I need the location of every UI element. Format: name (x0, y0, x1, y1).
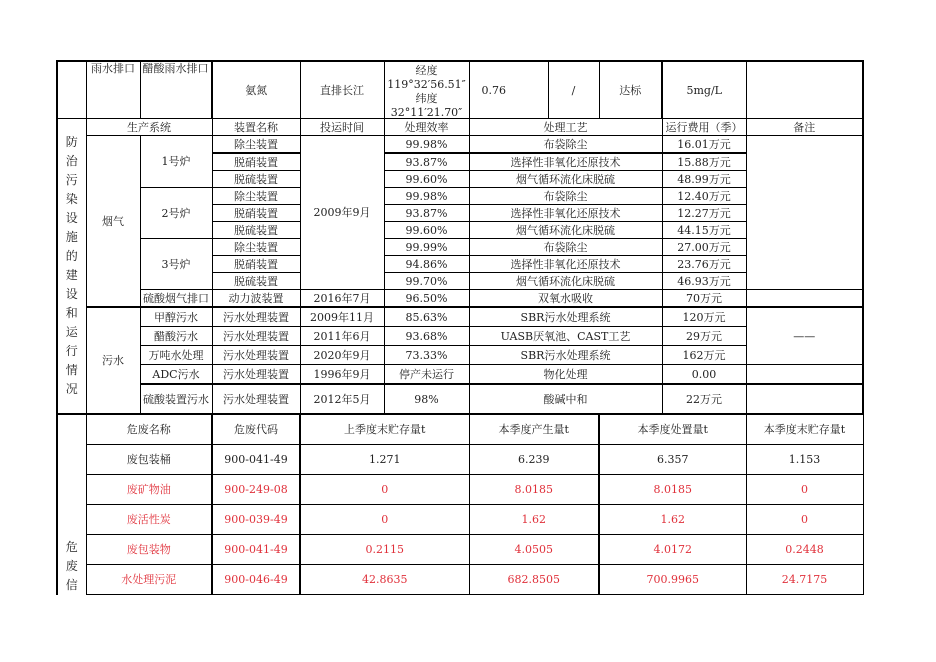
source-name: 醋酸污水 (140, 327, 212, 346)
efficiency: 99.99% (384, 239, 469, 256)
disposed: 8.0185 (599, 475, 746, 505)
cost: 162万元 (662, 346, 746, 365)
hazardous-section-label: 危废信 (57, 414, 86, 595)
efficiency: 停产未运行 (384, 365, 469, 385)
efficiency: 96.50% (384, 290, 469, 308)
device-name: 污水处理装置 (212, 365, 300, 385)
process: 布袋除尘 (469, 239, 662, 256)
cost: 27.00万元 (662, 239, 746, 256)
cost: 12.40万元 (662, 188, 746, 205)
header-process: 处理工艺 (469, 119, 662, 136)
efficiency: 93.68% (384, 327, 469, 346)
boiler-name: 3号炉 (140, 239, 212, 290)
device-name: 脱硫装置 (212, 171, 300, 188)
discharge-destination: 直排长江 (300, 61, 384, 119)
header-waste-name: 危废名称 (86, 414, 212, 445)
header-date: 投运时间 (300, 119, 384, 136)
disposed: 6.357 (599, 445, 746, 475)
device-name: 动力波装置 (212, 290, 300, 308)
cost: 16.01万元 (662, 136, 746, 154)
outlet-coordinates: 经度119°32′56.51″纬度32°11′21.70″ (387, 64, 466, 119)
efficiency: 94.86% (384, 256, 469, 273)
cost: 70万元 (662, 290, 746, 308)
waste-code: 900-039-49 (212, 505, 300, 535)
slash-cell: / (548, 61, 599, 119)
cost: 44.15万元 (662, 222, 746, 239)
end-storage: 0 (746, 505, 863, 535)
disposed: 700.9965 (599, 565, 746, 595)
remark-cell (746, 384, 863, 414)
efficiency: 99.98% (384, 188, 469, 205)
waste-name: 废包装物 (86, 535, 212, 565)
efficiency: 99.98% (384, 136, 469, 154)
process: 选择性非氧化还原技术 (469, 256, 662, 273)
cost: 46.93万元 (662, 273, 746, 290)
waste-name: 水处理污泥 (86, 565, 212, 595)
compliance-status: 达标 (599, 61, 662, 119)
end-storage: 1.153 (746, 445, 863, 475)
prev-storage: 0.2115 (300, 535, 469, 565)
waste-row (57, 475, 863, 505)
end-storage: 0 (746, 475, 863, 505)
process: 烟气循环流化床脱硫 (469, 273, 662, 290)
outlet-row (57, 61, 863, 119)
outlet-type: 雨水排口 (86, 61, 140, 119)
efficiency: 73.33% (384, 346, 469, 365)
device-name: 脱硫装置 (212, 222, 300, 239)
header-generated: 本季度产生量t (469, 414, 599, 445)
device-name: 脱硝装置 (212, 205, 300, 222)
source-name: 硫酸装置污水 (140, 384, 212, 414)
process: 选择性非氧化还原技术 (469, 205, 662, 222)
process: 烟气循环流化床脱硫 (469, 171, 662, 188)
remark-cell (746, 290, 863, 308)
process: 烟气循环流化床脱硫 (469, 222, 662, 239)
waste-row (57, 445, 863, 475)
start-date: 1996年9月 (300, 365, 384, 385)
cost: 22万元 (662, 384, 746, 414)
remark-cell (746, 136, 863, 290)
source-name: 甲醇污水 (140, 307, 212, 327)
pollutant: 氨氮 (212, 61, 300, 119)
blank-cell (746, 61, 863, 119)
process: 布袋除尘 (469, 188, 662, 205)
end-storage: 24.7175 (746, 565, 863, 595)
process: UASB厌氧池、CAST工艺 (469, 327, 662, 346)
efficiency: 93.87% (384, 153, 469, 171)
generated: 8.0185 (469, 475, 599, 505)
header-end-storage: 本季度末贮存量t (746, 414, 863, 445)
efficiency: 99.70% (384, 273, 469, 290)
process: 选择性非氧化还原技术 (469, 153, 662, 171)
prev-storage: 1.271 (300, 445, 469, 475)
generated: 4.0505 (469, 535, 599, 565)
process: SBR污水处理系统 (469, 307, 662, 327)
prev-storage: 42.8635 (300, 565, 469, 595)
source-name: 万吨水处理 (140, 346, 212, 365)
outlet-name: 醋酸雨水排口 (140, 61, 212, 119)
device-name: 污水处理装置 (212, 307, 300, 327)
waste-name: 废活性炭 (86, 505, 212, 535)
device-name: 脱硫装置 (212, 273, 300, 290)
outlet-name: 硫酸烟气排口 (140, 290, 212, 308)
disposed: 4.0172 (599, 535, 746, 565)
source-name: ADC污水 (140, 365, 212, 385)
boiler-name: 1号炉 (140, 136, 212, 188)
start-date: 2016年7月 (300, 290, 384, 308)
device-name: 污水处理装置 (212, 346, 300, 365)
efficiency: 85.63% (384, 307, 469, 327)
generated: 1.62 (469, 505, 599, 535)
environment-report-table (56, 60, 864, 595)
start-date: 2011年6月 (300, 327, 384, 346)
start-date: 2020年9月 (300, 346, 384, 365)
start-date: 2009年11月 (300, 307, 384, 327)
cost: 120万元 (662, 307, 746, 327)
blank-cell (57, 61, 86, 119)
wastewater-remark: —— (746, 307, 863, 365)
limit-value: 5mg/L (662, 61, 746, 119)
efficiency: 99.60% (384, 171, 469, 188)
prev-storage: 0 (300, 505, 469, 535)
waste-row (57, 565, 863, 595)
process: 双氧水吸收 (469, 290, 662, 308)
device-name: 除尘装置 (212, 239, 300, 256)
device-name: 污水处理装置 (212, 384, 300, 414)
cost: 48.99万元 (662, 171, 746, 188)
device-name: 除尘装置 (212, 188, 300, 205)
header-disposed: 本季度处置量t (599, 414, 746, 445)
boiler-name: 2号炉 (140, 188, 212, 239)
header-remark: 备注 (746, 119, 863, 136)
device-name: 除尘装置 (212, 136, 300, 154)
generated: 6.239 (469, 445, 599, 475)
efficiency: 98% (384, 384, 469, 414)
flue-gas-label: 烟气 (86, 136, 140, 308)
waste-code: 900-249-08 (212, 475, 300, 505)
measured-value: 0.76 (469, 61, 548, 119)
disposed: 1.62 (599, 505, 746, 535)
waste-code: 900-041-49 (212, 445, 300, 475)
cost: 23.76万元 (662, 256, 746, 273)
generated: 682.8505 (469, 565, 599, 595)
efficiency: 99.60% (384, 222, 469, 239)
waste-row (57, 535, 863, 565)
process: 酸碱中和 (469, 384, 662, 414)
device-name: 污水处理装置 (212, 327, 300, 346)
header-waste-code: 危废代码 (212, 414, 300, 445)
end-storage: 0.2448 (746, 535, 863, 565)
cost: 12.27万元 (662, 205, 746, 222)
start-date: 2012年5月 (300, 384, 384, 414)
header-prev-storage: 上季度末贮存量t (300, 414, 469, 445)
waste-code: 900-041-49 (212, 535, 300, 565)
wastewater-label: 污水 (86, 307, 140, 414)
waste-row (57, 505, 863, 535)
waste-name: 废包装桶 (86, 445, 212, 475)
boiler-date: 2009年9月 (300, 136, 384, 290)
cost: 29万元 (662, 327, 746, 346)
process: 物化处理 (469, 365, 662, 385)
cost: 0.00 (662, 365, 746, 385)
waste-name: 废矿物油 (86, 475, 212, 505)
remark-cell (746, 365, 863, 385)
device-name: 脱硝装置 (212, 153, 300, 171)
header-system: 生产系统 (86, 119, 212, 136)
waste-code: 900-046-49 (212, 565, 300, 595)
process: SBR污水处理系统 (469, 346, 662, 365)
device-name: 脱硝装置 (212, 256, 300, 273)
header-cost: 运行费用（季） (662, 119, 746, 136)
cost: 15.88万元 (662, 153, 746, 171)
process: 布袋除尘 (469, 136, 662, 154)
efficiency: 93.87% (384, 205, 469, 222)
prev-storage: 0 (300, 475, 469, 505)
facilities-section-label: 防治污染设施的建设和运行情况 (57, 119, 86, 415)
header-efficiency: 处理效率 (384, 119, 469, 136)
header-device: 装置名称 (212, 119, 300, 136)
